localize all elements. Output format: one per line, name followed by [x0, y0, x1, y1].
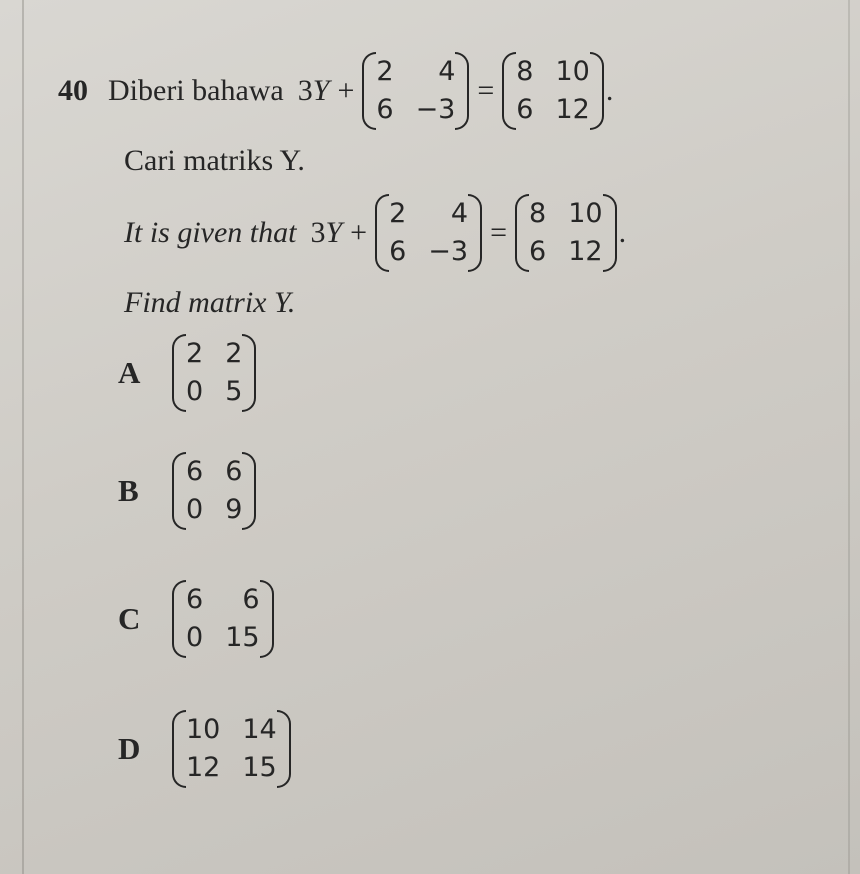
english-task-line	[124, 286, 295, 320]
matrix-cell: 10	[568, 198, 603, 229]
matrix-cell: −3	[415, 94, 456, 125]
option-d[interactable]	[118, 712, 291, 786]
matrix-cell: 2	[389, 198, 407, 229]
option-a[interactable]	[118, 336, 256, 410]
option-label: D	[118, 731, 141, 766]
equation-var: Y	[325, 216, 343, 249]
option-matrix	[172, 454, 256, 528]
equation-var: Y	[312, 74, 330, 107]
equation-end: .	[618, 216, 627, 249]
matrix-cell: 12	[186, 752, 221, 783]
english-intro-text: It is given that	[124, 216, 297, 249]
matrix-a	[362, 54, 469, 128]
paper-fold-left	[22, 0, 24, 874]
matrix-a	[375, 196, 482, 270]
matrix-cell: 6	[186, 584, 204, 615]
paper-fold-right	[848, 0, 850, 874]
matrix-cell: 6	[242, 584, 260, 615]
option-label: C	[118, 601, 141, 636]
matrix-cell: 6	[389, 236, 407, 267]
equation-english	[310, 196, 626, 270]
equation-malay	[298, 54, 614, 128]
matrix-cell: 8	[529, 198, 547, 229]
matrix-cell: 12	[555, 94, 590, 125]
matrix-cell: 12	[568, 236, 603, 267]
option-label: A	[118, 355, 141, 390]
matrix-cell: 6	[516, 94, 534, 125]
equation-coef: 3	[310, 216, 326, 249]
matrix-cell: 6	[529, 236, 547, 267]
question-number: 40	[58, 74, 88, 107]
matrix-cell: 0	[186, 376, 204, 407]
option-matrix	[172, 582, 274, 656]
option-matrix	[172, 712, 291, 786]
matrix-cell: −3	[428, 236, 469, 267]
malay-task-line	[124, 144, 305, 178]
english-statement	[124, 196, 626, 270]
matrix-cell: 2	[225, 338, 243, 369]
malay-task: Cari matriks Y.	[124, 144, 305, 177]
matrix-cell: 4	[450, 198, 469, 229]
equation-plus: +	[337, 74, 355, 107]
equation-end: .	[605, 74, 614, 107]
matrix-cell: 5	[225, 376, 243, 407]
matrix-cell: 4	[438, 56, 456, 87]
matrix-b	[502, 54, 604, 128]
matrix-cell: 9	[225, 494, 243, 525]
equation-coef: 3	[297, 74, 313, 107]
matrix-cell: 15	[225, 622, 260, 653]
malay-statement	[58, 54, 613, 128]
matrix-cell: 6	[225, 456, 243, 487]
matrix-cell: 15	[242, 752, 277, 783]
matrix-cell: 2	[376, 56, 394, 87]
matrix-b	[515, 196, 617, 270]
matrix-cell: 0	[186, 622, 204, 653]
option-b[interactable]	[118, 454, 256, 528]
equation-equals: =	[490, 216, 508, 249]
equation-equals: =	[477, 74, 495, 107]
matrix-cell: 2	[186, 338, 204, 369]
matrix-cell: 10	[555, 56, 590, 87]
matrix-cell: 10	[186, 714, 221, 745]
english-task: Find matrix Y.	[124, 286, 296, 319]
option-label: B	[118, 473, 139, 508]
matrix-cell: 8	[516, 56, 534, 87]
matrix-cell: 6	[186, 456, 204, 487]
matrix-cell: 0	[186, 494, 204, 525]
option-matrix	[172, 336, 256, 410]
equation-plus: +	[350, 216, 368, 249]
matrix-cell: 6	[376, 94, 394, 125]
option-c[interactable]	[118, 582, 274, 656]
malay-intro-text: Diberi bahawa	[108, 74, 284, 107]
matrix-cell: 14	[242, 714, 277, 745]
